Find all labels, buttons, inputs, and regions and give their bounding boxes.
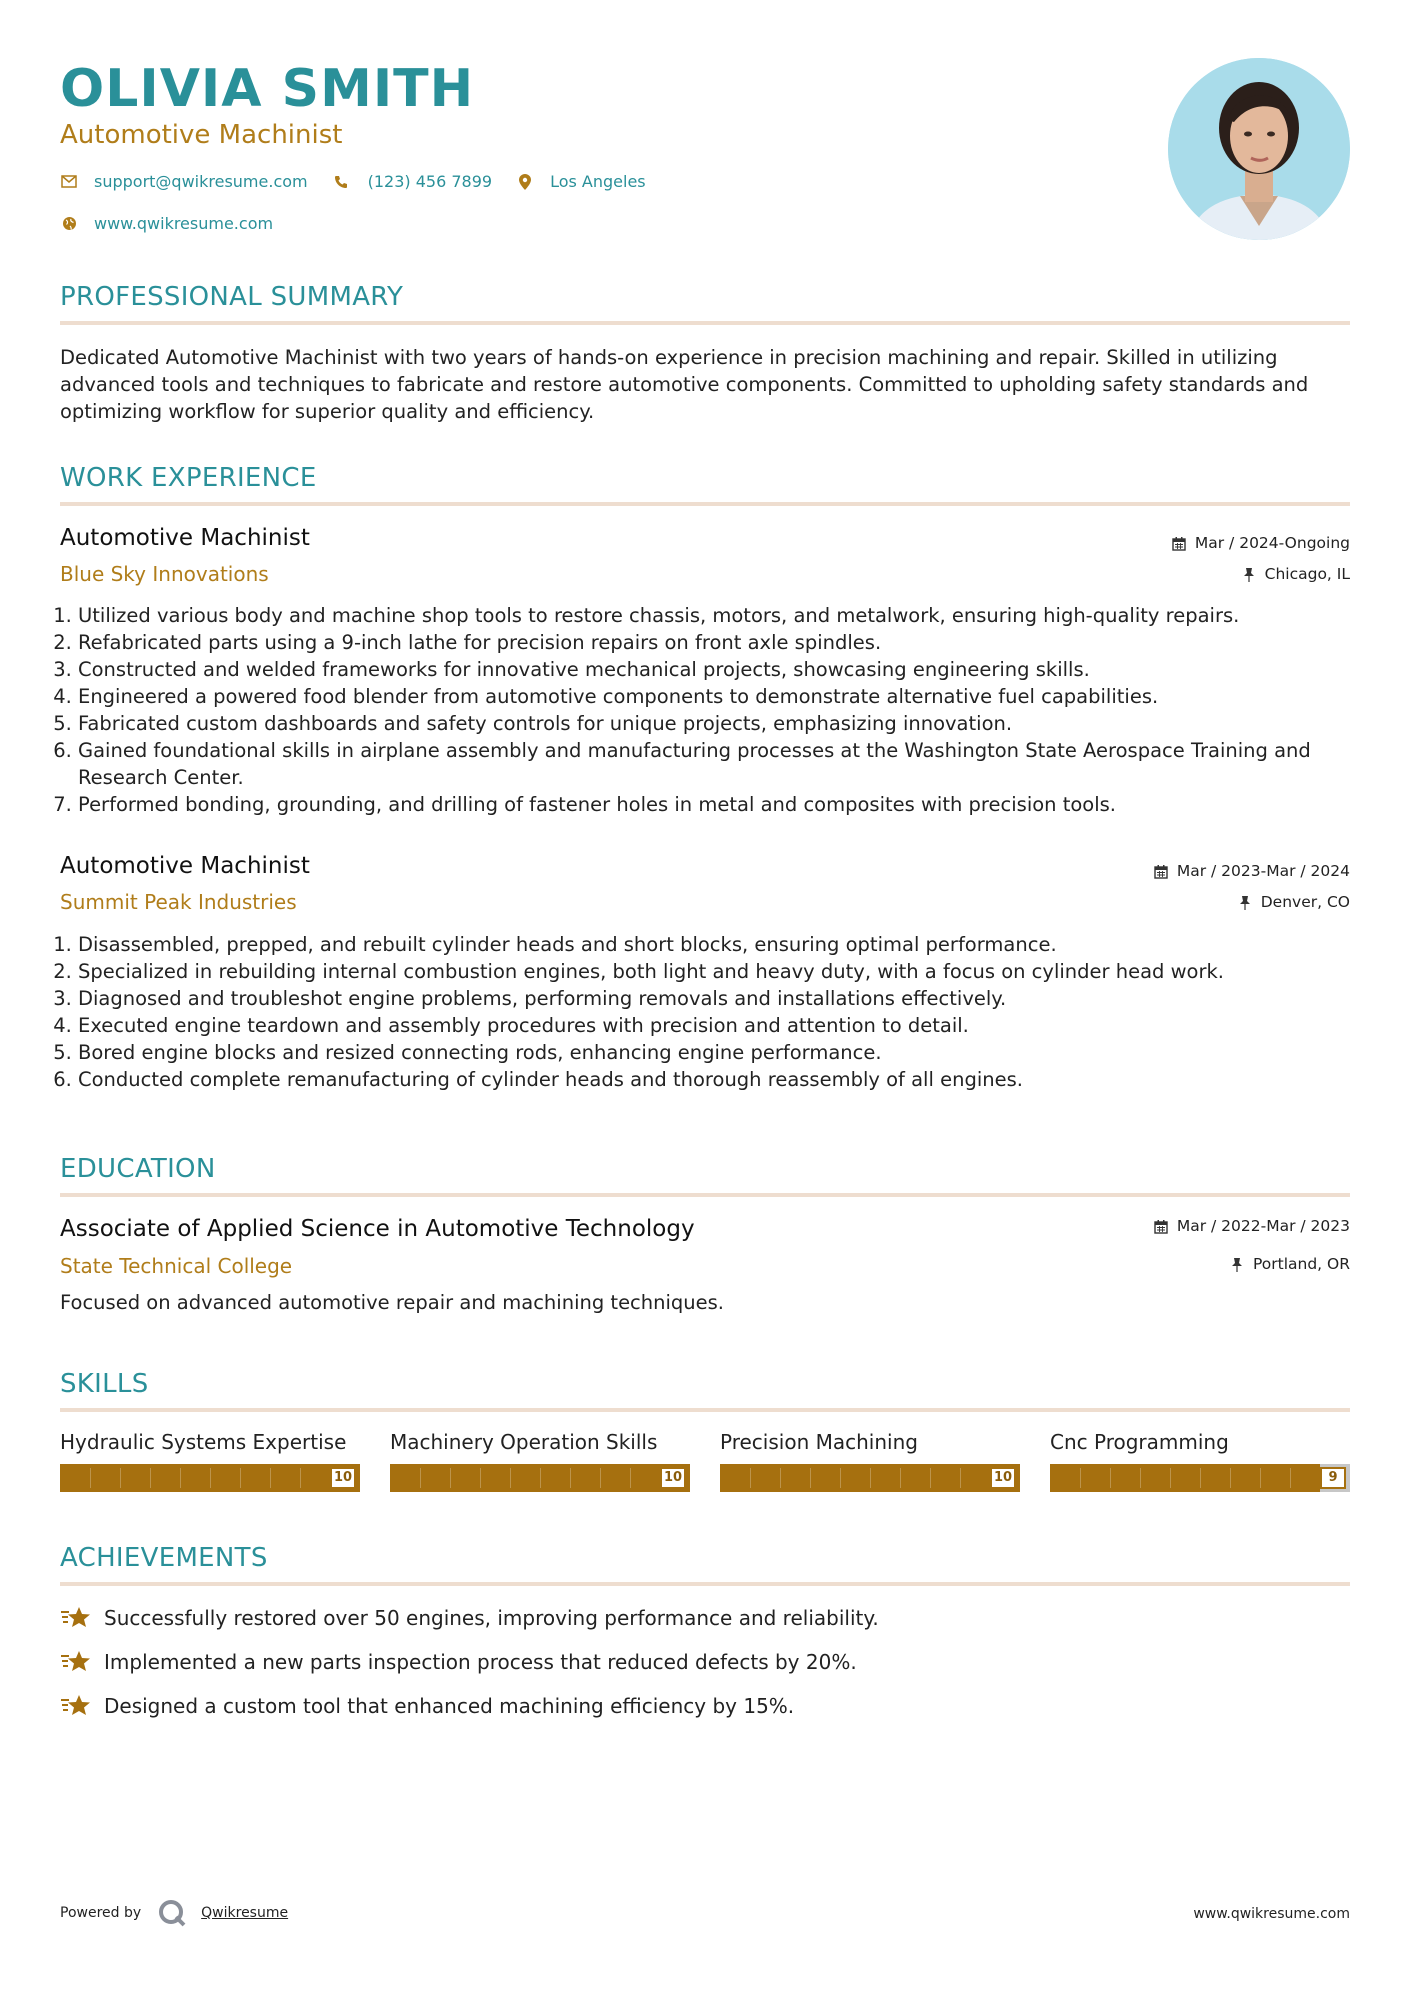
skill-bar-tick — [1140, 1468, 1141, 1488]
profile-photo — [1168, 58, 1350, 240]
achievement-item — [60, 1604, 879, 1632]
list-item: 1. Utilized various body and machine shop tools to restore chassis, motors, and metalwork, ensuring high-quality repairs. — [78, 602, 1368, 629]
job-1-company: Blue Sky Innovations — [60, 562, 269, 586]
skill-bar-tick — [960, 1468, 961, 1488]
skill-item — [390, 1428, 690, 1492]
star-award-icon — [60, 1692, 92, 1720]
job-1-dates-text: Mar / 2024-Ongoing — [1194, 534, 1350, 552]
contact-location — [516, 172, 646, 191]
globe-icon — [60, 215, 78, 233]
skill-bar — [60, 1464, 360, 1492]
skill-label: Precision Machining — [720, 1430, 918, 1454]
education-divider — [60, 1193, 1350, 1197]
pushpin-icon — [1229, 1256, 1245, 1272]
job-2-dates-text: Mar / 2023-Mar / 2024 — [1176, 862, 1350, 880]
skill-bar-tick — [840, 1468, 841, 1488]
achievement-item — [60, 1692, 794, 1720]
contact-phone[interactable] — [332, 172, 492, 191]
achievement-text: Implemented a new parts inspection process that reduced defects by 20%. — [104, 1650, 857, 1674]
list-item: 6. Conducted complete remanufacturing of cylinder heads and thorough reassembly of all engines. — [78, 1066, 1368, 1093]
website-row — [60, 214, 297, 233]
list-item: 3. Constructed and welded frameworks for innovative mechanical projects, showcasing engineering skills. — [78, 656, 1368, 683]
summary-text: Dedicated Automotive Machinist with two years of hands-on experience in precision machining and repair. Skilled in utilizing advanced tools and techniques to fabricate and restore automotive components. Committed to upholding safety standards and optimizing workflow for superior quality and efficiency. — [60, 346, 1309, 423]
job-2-bullets — [60, 931, 1368, 1093]
job-2-company: Summit Peak Industries — [60, 890, 297, 914]
job-2-dates — [1153, 860, 1350, 882]
list-item: 5. Bored engine blocks and resized connecting rods, enhancing engine performance. — [78, 1039, 1368, 1066]
job-2-title: Automotive Machinist — [60, 853, 310, 879]
job-1-location — [1241, 563, 1350, 585]
skill-score: 10 — [660, 1467, 686, 1489]
job-1-title: Automotive Machinist — [60, 525, 310, 551]
candidate-name: OLIVIA SMITH — [60, 59, 475, 119]
skill-bar-tick — [270, 1468, 271, 1488]
skill-item — [720, 1428, 1020, 1492]
skill-bar-tick — [120, 1468, 121, 1488]
skill-bar-tick — [810, 1468, 811, 1488]
education-description: Focused on advanced automotive repair and machining techniques. — [60, 1291, 725, 1314]
contact-row — [60, 172, 670, 191]
candidate-title: Automotive Machinist — [60, 120, 343, 150]
skill-bar-tick — [240, 1468, 241, 1488]
summary-divider — [60, 321, 1350, 325]
skill-bar-tick — [600, 1468, 601, 1488]
pushpin-icon — [1237, 894, 1253, 910]
education-heading: EDUCATION — [60, 1154, 216, 1184]
skill-score: 9 — [1320, 1467, 1346, 1489]
skill-bar — [390, 1464, 690, 1492]
achievements-heading: ACHIEVEMENTS — [60, 1543, 268, 1573]
experience-heading: WORK EXPERIENCE — [60, 463, 317, 493]
skill-bar-tick — [510, 1468, 511, 1488]
skill-bar — [1050, 1464, 1350, 1492]
skill-item — [1050, 1428, 1350, 1492]
skill-bar-tick — [450, 1468, 451, 1488]
achievement-item — [60, 1648, 857, 1676]
achievements-divider — [60, 1582, 1350, 1586]
skill-bar-tick — [900, 1468, 901, 1488]
website-text: www.qwikresume.com — [94, 214, 274, 233]
skill-bar-tick — [1290, 1468, 1291, 1488]
phone-text: (123) 456 7899 — [367, 172, 493, 191]
education-dates — [1153, 1215, 1350, 1237]
skill-bar-tick — [1200, 1468, 1201, 1488]
education-location-text: Portland, OR — [1252, 1255, 1350, 1273]
skill-bar-tick — [780, 1468, 781, 1488]
education-degree: Associate of Applied Science in Automotive Technology — [60, 1216, 695, 1242]
location-text: Los Angeles — [550, 172, 646, 191]
qwikresume-logo-icon — [157, 1898, 187, 1928]
list-item: 1. Disassembled, prepped, and rebuilt cylinder heads and short blocks, ensuring optimal performance. — [78, 931, 1368, 958]
skill-bar-tick — [420, 1468, 421, 1488]
skill-bar-tick — [300, 1468, 301, 1488]
job-2-location — [1237, 891, 1350, 913]
skill-label: Hydraulic Systems Expertise — [60, 1430, 347, 1454]
list-item: 5. Fabricated custom dashboards and safety controls for unique projects, emphasizing innovation. — [78, 710, 1368, 737]
skill-bar-tick — [150, 1468, 151, 1488]
email-text: support@qwikresume.com — [94, 172, 308, 191]
skill-bar-tick — [540, 1468, 541, 1488]
list-item: 2. Refabricated parts using a 9-inch lathe for precision repairs on front axle spindles. — [78, 629, 1368, 656]
skill-item — [60, 1428, 360, 1492]
footer-powered-by — [60, 1898, 288, 1928]
achievement-text: Successfully restored over 50 engines, improving performance and reliability. — [104, 1606, 879, 1630]
calendar-icon — [1153, 863, 1169, 879]
star-award-icon — [60, 1604, 92, 1632]
calendar-icon — [1153, 1218, 1169, 1234]
job-2-location-text: Denver, CO — [1260, 893, 1350, 911]
skill-label: Machinery Operation Skills — [390, 1430, 658, 1454]
footer-website[interactable]: www.qwikresume.com — [1193, 1906, 1350, 1922]
skill-score: 10 — [990, 1467, 1016, 1489]
resume-page — [60, 0, 1350, 1990]
list-item: 2. Specialized in rebuilding internal combustion engines, both light and heavy duty, with a focus on cylinder head work. — [78, 958, 1368, 985]
list-item: 4. Executed engine teardown and assembly procedures with precision and attention to detail. — [78, 1012, 1368, 1039]
skill-bar-tick — [1080, 1468, 1081, 1488]
contact-website[interactable] — [60, 214, 273, 233]
envelope-icon — [60, 173, 78, 191]
job-1-location-text: Chicago, IL — [1264, 565, 1350, 583]
experience-divider — [60, 502, 1350, 506]
list-item: 6. Gained foundational skills in airplane assembly and manufacturing processes at the Washington State Aerospace Training and Research Center. — [78, 737, 1368, 791]
skill-bar-tick — [210, 1468, 211, 1488]
skill-score: 10 — [330, 1467, 356, 1489]
contact-email[interactable] — [60, 172, 308, 191]
skill-bar-tick — [570, 1468, 571, 1488]
skill-bar-tick — [180, 1468, 181, 1488]
skill-bar-tick — [1260, 1468, 1261, 1488]
skill-bar-tick — [930, 1468, 931, 1488]
skill-label: Cnc Programming — [1050, 1430, 1229, 1454]
education-location — [1229, 1253, 1350, 1275]
achievement-text: Designed a custom tool that enhanced machining efficiency by 15%. — [104, 1694, 795, 1718]
star-award-icon — [60, 1648, 92, 1676]
skill-bar-tick — [630, 1468, 631, 1488]
job-1-dates — [1171, 532, 1350, 554]
skill-bar-fill — [1050, 1464, 1320, 1492]
powered-by-label: Powered by — [60, 1905, 142, 1921]
calendar-icon — [1171, 535, 1187, 551]
phone-icon — [332, 173, 350, 191]
skill-bar-tick — [90, 1468, 91, 1488]
skill-bar — [720, 1464, 1020, 1492]
skill-bar-tick — [870, 1468, 871, 1488]
skill-bar-tick — [1170, 1468, 1171, 1488]
skill-bar-tick — [750, 1468, 751, 1488]
qwikresume-link[interactable]: Qwikresume — [201, 1905, 289, 1921]
list-item: 4. Engineered a powered food blender from automotive components to demonstrate alternative fuel capabilities. — [78, 683, 1368, 710]
skill-bar-tick — [1230, 1468, 1231, 1488]
skills-heading: SKILLS — [60, 1369, 149, 1399]
list-item: 7. Performed bonding, grounding, and drilling of fastener holes in metal and composites with precision tools. — [78, 791, 1368, 818]
education-school: State Technical College — [60, 1254, 293, 1278]
skill-bar-tick — [480, 1468, 481, 1488]
list-item: 3. Diagnosed and troubleshot engine problems, performing removals and installations effectively. — [78, 985, 1368, 1012]
summary-heading: PROFESSIONAL SUMMARY — [60, 282, 404, 312]
job-1-bullets — [60, 602, 1368, 818]
skill-bar-tick — [1110, 1468, 1111, 1488]
map-marker-icon — [516, 173, 534, 191]
pushpin-icon — [1241, 566, 1257, 582]
skills-divider — [60, 1408, 1350, 1412]
education-dates-text: Mar / 2022-Mar / 2023 — [1176, 1217, 1350, 1235]
